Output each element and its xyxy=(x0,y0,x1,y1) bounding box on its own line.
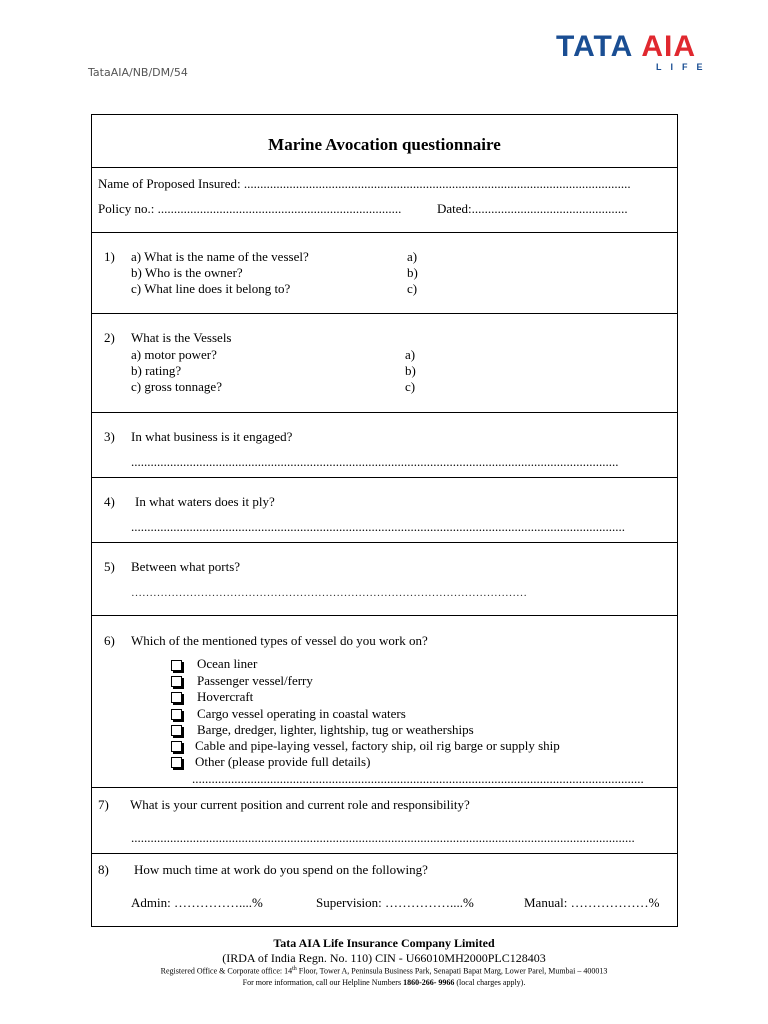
question-4-number: 4) xyxy=(104,494,115,509)
question-1a: a) What is the name of the vessel? xyxy=(131,249,309,264)
answer-2c-field[interactable]: c) xyxy=(405,379,416,394)
option-cargo-vessel: Cargo vessel operating in coastal waters xyxy=(197,706,406,721)
answer-1a-field[interactable]: a) xyxy=(407,249,418,264)
question-2-number: 2) xyxy=(104,330,115,345)
question-6-text: Which of the mentioned types of vessel do you work on? xyxy=(131,633,428,648)
answer-7-field[interactable]: ........................................................................................................................................................... xyxy=(131,830,635,845)
question-3-number: 3) xyxy=(104,429,115,444)
registration-line: (IRDA of India Regn. No. 110) CIN - U66010MH2000PLC128403 xyxy=(222,951,546,965)
option-cable-laying: Cable and pipe-laying vessel, factory ship, oil rig barge or supply ship xyxy=(195,738,560,753)
dated-field[interactable]: Dated:................................................ xyxy=(437,201,628,216)
tata-aia-life-logo xyxy=(556,32,716,76)
checkbox-passenger-vessel[interactable] xyxy=(171,676,182,687)
question-2b: b) rating? xyxy=(131,363,182,378)
answer-1c-field[interactable]: c) xyxy=(407,281,418,296)
helpline-number: 1860-266- 9966 xyxy=(403,978,455,987)
checkbox-ocean-liner[interactable] xyxy=(171,660,182,671)
company-name: Tata AIA Life Insurance Company Limited xyxy=(273,936,495,950)
helpline-prefix: For more information, call our Helpline Numbers xyxy=(242,978,404,987)
logo-life-text: LIFE xyxy=(656,62,712,72)
option-hovercraft: Hovercraft xyxy=(197,689,254,704)
registered-office-line xyxy=(0,966,768,976)
form-title: Marine Avocation questionnaire xyxy=(268,135,501,154)
questionnaire-form xyxy=(91,114,678,927)
option-barge: Barge, dredger, lighter, lightship, tug or weatherships xyxy=(197,722,474,737)
divider xyxy=(92,542,677,543)
document-reference: TataAIA/NB/DM/54 xyxy=(88,66,188,79)
answer-2b-field[interactable]: b) xyxy=(405,363,416,378)
policy-number-field[interactable]: Policy no.: ........................................................................... xyxy=(98,201,402,216)
question-2-text: What is the Vessels xyxy=(131,330,232,345)
office-suffix: Floor, Tower A, Peninsula Business Park, Senapati Bapat Marg, Lower Parel, Mumbai – 400013 xyxy=(296,966,608,976)
answer-2a-field[interactable]: a) xyxy=(405,347,416,362)
divider xyxy=(92,232,677,233)
divider xyxy=(92,477,677,478)
question-8-text: How much time at work do you spend on the following? xyxy=(134,862,428,877)
option-passenger-vessel: Passenger vessel/ferry xyxy=(197,673,313,688)
question-3-text: In what business is it engaged? xyxy=(131,429,293,444)
divider xyxy=(92,853,677,854)
checkbox-hovercraft[interactable] xyxy=(171,692,182,703)
option-ocean-liner: Ocean liner xyxy=(197,656,258,671)
divider xyxy=(92,313,677,314)
question-4-text: In what waters does it ply? xyxy=(135,494,275,509)
checkbox-barge[interactable] xyxy=(171,725,182,736)
divider xyxy=(92,615,677,616)
question-1b: b) Who is the owner? xyxy=(131,265,243,280)
answer-1b-field[interactable]: b) xyxy=(407,265,418,280)
question-2a: a) motor power? xyxy=(131,347,217,362)
checkbox-other[interactable] xyxy=(171,757,182,768)
other-details-field[interactable]: ........................................................................................................................................... xyxy=(192,771,644,786)
answer-4-field[interactable]: ........................................................................................................................................................ xyxy=(131,519,625,534)
question-2c: c) gross tonnage? xyxy=(131,379,222,394)
checkbox-cargo-vessel[interactable] xyxy=(171,709,182,720)
helpline-suffix: (local charges apply). xyxy=(454,978,526,987)
question-1-number: 1) xyxy=(104,249,115,264)
logo-tata-text: TATA xyxy=(556,30,634,63)
question-6-number: 6) xyxy=(104,633,115,648)
admin-percentage-field[interactable]: Admin: ……………....% xyxy=(131,895,263,910)
logo-aia-text: AIA xyxy=(641,30,696,63)
question-7-text: What is your current position and current role and responsibility? xyxy=(130,797,470,812)
answer-3-field[interactable]: ...................................................................................................................................................... xyxy=(131,454,619,469)
answer-5-field[interactable]: ……………………………………………………………………………………………… xyxy=(131,587,527,599)
checkbox-cable-laying[interactable] xyxy=(171,741,182,752)
office-prefix: Registered Office & Corporate office: 14 xyxy=(160,966,293,976)
question-7-number: 7) xyxy=(98,797,109,812)
helpline-line xyxy=(0,978,768,987)
question-1c: c) What line does it belong to? xyxy=(131,281,291,296)
divider xyxy=(92,167,677,168)
supervision-percentage-field[interactable]: Supervision: ……………....% xyxy=(316,895,474,910)
question-5-text: Between what ports? xyxy=(131,559,241,574)
option-other: Other (please provide full details) xyxy=(195,754,371,769)
office-superscript: th xyxy=(292,966,297,972)
manual-percentage-field[interactable]: Manual: ………………% xyxy=(524,895,660,910)
name-of-insured-field[interactable]: Name of Proposed Insured: ....................................................................................................................... xyxy=(98,176,631,191)
divider xyxy=(92,412,677,413)
question-8-number: 8) xyxy=(98,862,109,877)
divider xyxy=(92,787,677,788)
question-5-number: 5) xyxy=(104,559,115,574)
